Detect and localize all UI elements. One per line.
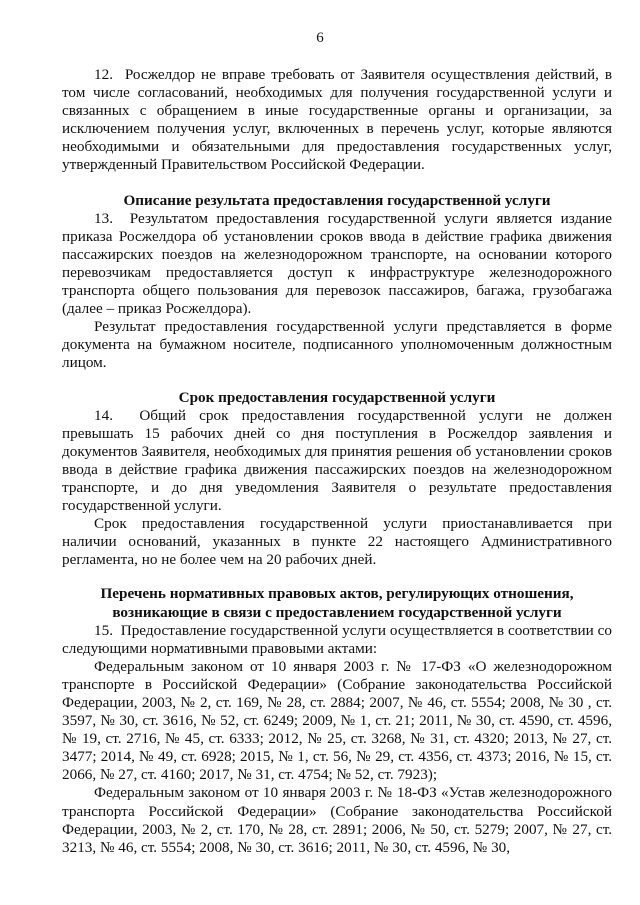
paragraph-15-law-18fz: Федеральным законом от 10 января 2003 г. № 18-ФЗ «Устав железнодорожного транспорта Российской Федерации» (Собрание законодательства Российской Федерации, 2003, № 2, ст. 170, № 28, ст. 2891; 2006, № 50, ст. 5279; 2007, № 27, ст. 3213, № 46, ст. 5554; 2008, № 30, ст. 3616; 2011, № 30, ст. 4596, № 30, — [62, 784, 612, 856]
heading-legal-acts-line-2: возникающие в связи с предоставлением государственной услуги — [112, 603, 562, 621]
document-body — [62, 66, 612, 857]
paragraph-14-suspension: Срок предоставления государственной услуги приостанавливается при наличии оснований, указанных в пункте 22 настоящего Административного регламента, но не более чем на 20 рабочих дней. — [62, 515, 612, 569]
paragraph-13: 13. Результатом предоставления государственной услуги является издание приказа Росжелдора об установлении сроков ввода в действие графика движения пассажирских поездов на железнодорожном транспорте, на основании которого перевозчикам предоставляется доступ к инфраструктуре железнодорожного транспорта общего пользования для перевозок пассажиров, багажа, грузобагажа (далее – приказ Росжелдора). — [62, 209, 612, 318]
heading-legal-acts-line-1: Перечень нормативных правовых актов, регулирующих отношения, — [100, 585, 574, 603]
section-gap — [62, 175, 612, 192]
section-gap — [62, 373, 612, 389]
heading-result-description: Описание результата предоставления государственной услуги — [123, 191, 551, 209]
paragraph-12: 12. Росжелдор не вправе требовать от Заявителя осуществления действий, в том числе согласований, необходимых для получения государственной услуги и связанных с обращением в иные государственные органы и организации, за исключением получения услуг, включенных в перечень услуг, которые являются необходимыми и обязательными для предоставления государственных услуг, утвержденный Правительством Российской Федерации. — [62, 66, 612, 174]
section-gap — [62, 569, 612, 585]
paragraph-15: 15. Предоставление государственной услуги осуществляется в соответствии со следующими нормативными правовыми актами: — [62, 621, 612, 657]
paragraph-14: 14. Общий срок предоставления государственной услуги не должен превышать 15 рабочих дней со дня поступления в Росжелдор заявления и документов Заявителя, необходимых для принятия решения об установлении сроков ввода в действие графика движения пассажирских поездов на железнодорожном транспорте, и до дня уведомления Заявителя о результате предоставления государственной услуги. — [62, 406, 612, 515]
heading-service-term: Срок предоставления государственной услуги — [178, 388, 496, 406]
paragraph-13-result-form: Результат предоставления государственной услуги представляется в форме документа на бумажном носителе, подписанного уполномоченным должностным лицом. — [62, 318, 612, 372]
paragraph-15-law-17fz: Федеральным законом от 10 января 2003 г. № 17-ФЗ «О железнодорожном транспорте в Российской Федерации» (Собрание законодательства Российской Федерации, 2003, № 2, ст. 169, № 28, ст. 2884; 2007, № 46, ст. 5554; 2008, № 30 , ст. 3597, № 30, ст. 3616, № 52, ст. 6249; 2009, № 1, ст. 21; 2011, № 30, ст. 4590, ст. 4596, № 19, ст. 2716, № 45, ст. 6333; 2012, № 25, ст. 3268, № 31, ст. 4320; 2013, № 27, ст. 3477; 2014, № 49, ст. 6928; 2015, № 1, ст. 56, № 29, ст. 4356, ст. 4373; 2016, № 15, ст. 2066, № 27, ст. 4160; 2017, № 31, ст. 4754; № 52, ст. 7923); — [62, 657, 612, 784]
page-number: 6 — [316, 30, 324, 46]
